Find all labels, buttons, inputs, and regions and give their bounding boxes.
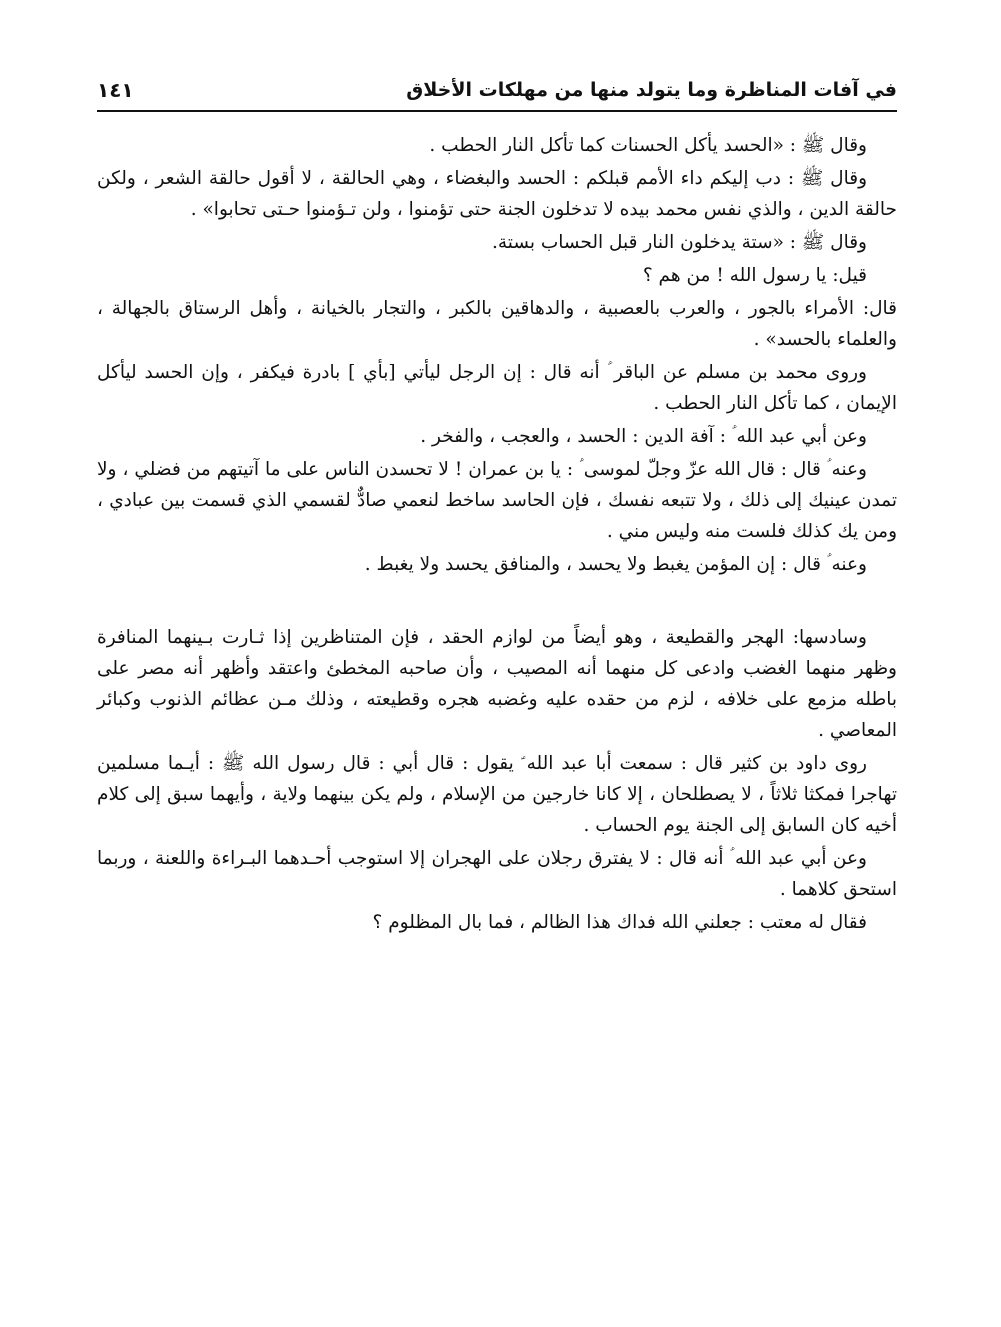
paragraph-hajr-3: وعن أبي عبد الله ؑ أنه قال : لا يفترق رجلان على الهجران إلا استوجب أحـدهما البـراءة واللعنة ، وربما استحق كلاهما . (97, 848, 897, 900)
paragraph-hajr-2: روى داود بن كثير قال : سمعت أبا عبد الله ؑ يقول : قال أبي : قال رسول الله ﷺ : أيـما مسلمين تهاجرا فمكثا ثلاثاً ، لا يصطلحان ، إلا كانا خارجين من الإسلام ، ولم يكن بينهما ولاية ، وأيهما سبق إلى كلام أخيه كان السابق إلى الجنة يوم الحساب . (97, 753, 897, 836)
paragraph-hasad-5: قال: الأمراء بالجور ، والعرب بالعصبية ، والدهاقين بالكبر ، والتجار بالخيانة ، وأهل الرستاق بالجهالة ، والعلماء بالحسد» . (97, 298, 897, 350)
page-number: ١٤١ (97, 78, 134, 102)
paragraph-hasad-9: وعنه ؑ قال : إن المؤمن يغبط ولا يحسد ، والمنافق يحسد ولا يغبط . (364, 554, 867, 575)
paragraph-hajr-1: وسادسها: الهجر والقطيعة ، وهو أيضاً من لوازم الحقد ، فإن المتناظرين إذا ثـارت بـينهما المنافرة وظهر منهما الغضب وادعى كل منهما أنه المصيب ، وأن صاحبه المخطئ واعتقد وأظهر أنه مصر على باطله مزمع على خلافه ، لزم من حقده عليه وغضبه هجره وقطيعته ، وذلك مـن عظائم الذنوب وكبائر المعاصي . (97, 627, 897, 741)
page-header (97, 76, 897, 108)
paragraph-hasad-6: وروى محمد بن مسلم عن الباقر ؑ أنه قال : إن الرجل ليأتي [بأي ] بادرة فيكفر ، وإن الحسد ليأكل الإيمان ، كما تأكل النار الحطب . (97, 362, 897, 414)
paragraph-hasad-2: وقال ﷺ : دب إليكم داء الأمم قبلكم : الحسد والبغضاء ، وهي الحالقة ، لا أقول حالقة الشعر ، ولكن حالقة الدين ، والذي نفس محمد بيده لا تدخلون الجنة حتى تؤمنوا ، ولن تـؤمنوا حـتى تحابوا» . (97, 168, 897, 220)
paragraph-hajr-4: فقال له معتب : جعلني الله فداك هذا الظالم ، فما بال المظلوم ؟ (372, 912, 867, 933)
paragraph-hasad-4: قيل: يا رسول الله ! من هم ؟ (642, 265, 867, 286)
paragraph-hasad-8: وعنه ؑ قال : قال الله عزّ وجلّ لموسى ؑ : يا بن عمران ! لا تحسدن الناس على ما آتيتهم من فضلي ، ولا تمدن عينيك إلى ذلك ، ولا تتبعه نفسك ، فإن الحاسد ساخط لنعمي صادٌّ لقسمي الذي قسمت بين عبادي ، ومن يك كذلك فلست منه وليس مني . (97, 459, 897, 542)
running-title: في آفات المناظرة وما يتولد منها من مهلكات الأخلاق (406, 79, 897, 101)
paragraph-hasad-1: وقال ﷺ : «الحسد يأكل الحسنات كما تأكل النار الحطب . (429, 135, 867, 156)
body-text (97, 130, 897, 940)
header-divider (97, 110, 897, 112)
paragraph-hasad-7: وعن أبي عبد الله ؑ : آفة الدين : الحسد ، والعجب ، والفخر . (420, 426, 867, 447)
paragraph-hasad-3: وقال ﷺ : «ستة يدخلون النار قبل الحساب بستة. (491, 232, 867, 253)
